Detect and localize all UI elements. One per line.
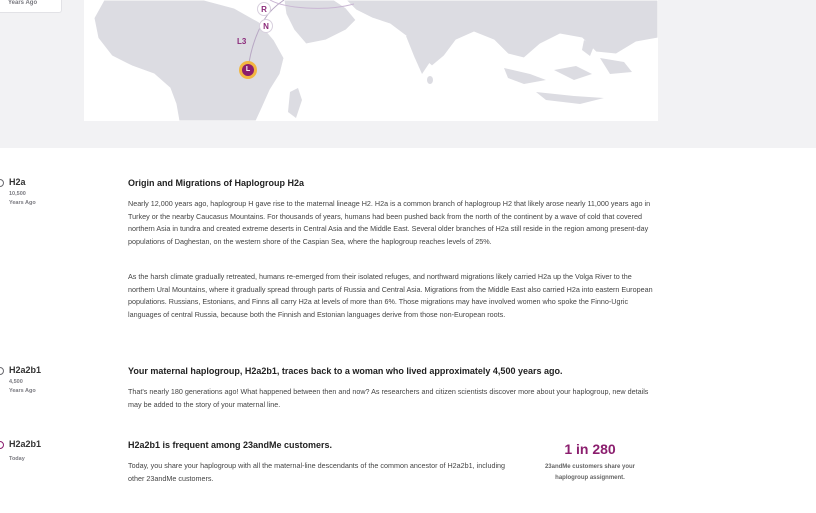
map-land-asia bbox=[346, 0, 658, 66]
timeline-years-chip bbox=[0, 0, 62, 13]
section-paragraph: Today, you share your haplogroup with all the maternal-line descendants of the common ancestor of H2a2b1, including other 23andMe customers. bbox=[128, 461, 506, 483]
map-land-india bbox=[406, 36, 432, 74]
timeline-years-value: 10,500 bbox=[9, 191, 26, 197]
timeline-dot bbox=[0, 179, 4, 187]
map-land-madagascar bbox=[288, 88, 302, 118]
section-heading: Origin and Migrations of Haplogroup H2a bbox=[128, 178, 305, 188]
migration-map[interactable] bbox=[84, 0, 658, 121]
timeline-haplogroup-name: H2a2b1 bbox=[9, 365, 42, 375]
section-heading: H2a2b1 is frequent among 23andMe customers. bbox=[128, 440, 333, 450]
map-land-indonesia bbox=[504, 68, 546, 84]
map-land-africa bbox=[94, 0, 284, 121]
section-paragraph: Nearly 12,000 years ago, haplogroup H gave rise to the maternal lineage H2. H2a is a common branch of haplogroup H2 that likely arose nearly 11,000 years ago in Turkey or the nearby Caucasus Mountains. For thousands of years, humans had been pushed back from the north of the continent by a wave of cold that covered northern Asia in tundra and created extreme deserts in Central Asia and the Middle East. Several older branches of H2a still reside in the region among present-day populations of Daghestan, on the western shore of the Caspian Sea, where the haplogroup reaches levels of 25%. bbox=[128, 199, 651, 246]
section-paragraph: As the harsh climate gradually retreated, humans re-emerged from their isolated refuges, and northward migrations likely carried H2a up the Volga River to the northern Ural Mountains, where it gradually spread through parts of Russia and Central Asia. Migrations from the Middle East also carried H2a into eastern European populations. Russians, Estonians, and Finns all carry H2a at levels of more than 6%. Those migrations may have involved women who spoke the Finno-Ugric languages of central Russia, because both the Finnish and Estonian languages derive from those non-European roots. bbox=[128, 272, 653, 319]
timeline-dot-current bbox=[0, 441, 4, 449]
haplogroup-marker-l[interactable]: L bbox=[239, 61, 257, 79]
timeline-years-label: Years Ago bbox=[9, 388, 36, 394]
timeline-years-label: Years Ago bbox=[9, 200, 36, 206]
section-heading: Your maternal haplogroup, H2a2b1, traces back to a woman who lived approximately 4,500 years ago. bbox=[128, 366, 563, 376]
frequency-stat-value: 1 in 280 bbox=[564, 441, 616, 457]
haplogroup-marker-r[interactable]: R bbox=[257, 2, 271, 16]
timeline-years-value: 4,500 bbox=[9, 379, 23, 385]
timeline-haplogroup-name: H2a bbox=[9, 177, 26, 187]
section-paragraph: That's nearly 180 generations ago! What happened between then and now? As researchers and citizen scientists discover more about your haplogroup, new details may be added to the story of your maternal line. bbox=[128, 387, 649, 409]
world-map bbox=[84, 0, 658, 121]
haplogroup-marker-n[interactable]: N bbox=[259, 19, 273, 33]
timeline-dot bbox=[0, 367, 4, 375]
haplogroup-marker-l3[interactable]: L3 bbox=[237, 37, 247, 46]
timeline-haplogroup-name: H2a2b1 bbox=[9, 439, 42, 449]
timeline-years-label: Today bbox=[9, 456, 25, 462]
years-chip-label: Years Ago bbox=[8, 0, 38, 6]
frequency-stat-label: haplogroup assignment. bbox=[555, 475, 625, 481]
frequency-stat-label: 23andMe customers share your bbox=[544, 464, 636, 470]
